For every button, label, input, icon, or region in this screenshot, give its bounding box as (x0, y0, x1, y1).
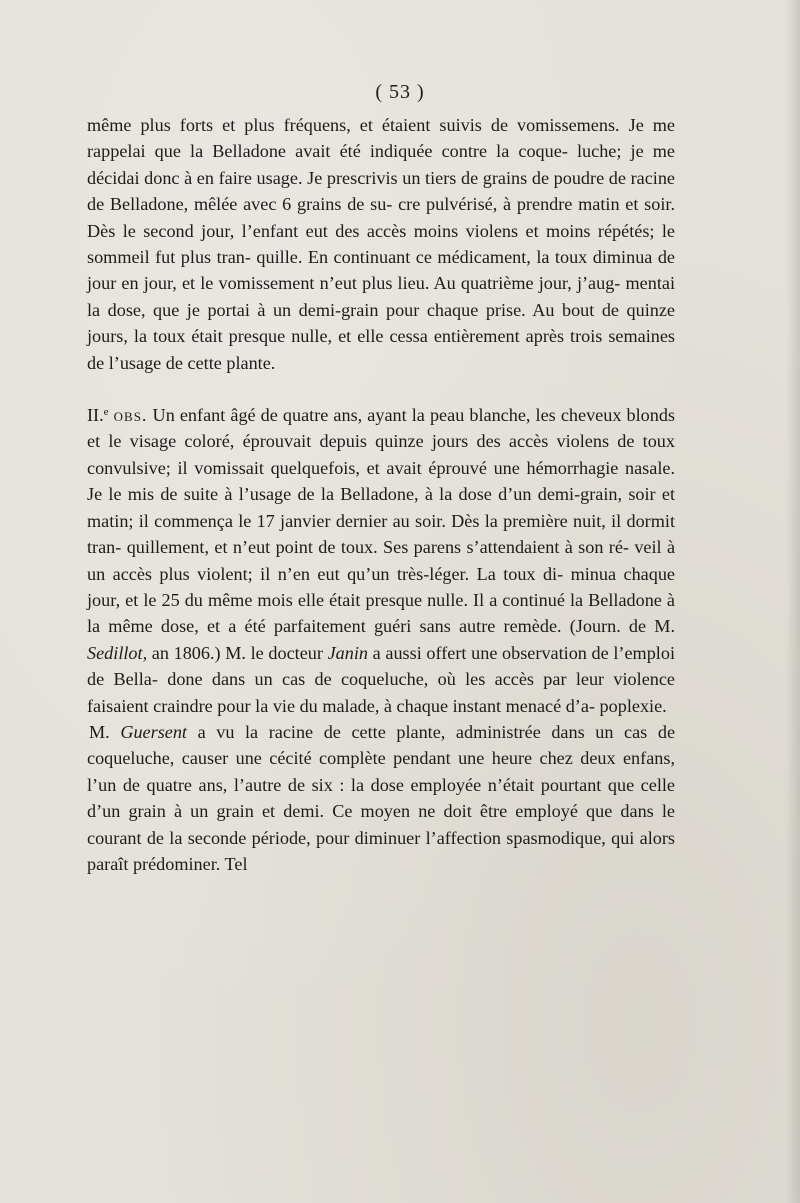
text-fragment: M. (89, 721, 121, 742)
text-line: ne doit être employé que dans le courant de la seconde période, pour (87, 801, 675, 848)
text-line: grains de poudre de racine de Belladone, mêlée avec 6 grains de su- (87, 167, 675, 215)
text-line: la Belladone, à la dose d’un demi-grain, soir et matin; il commença (87, 484, 675, 531)
text-line: avait éprouvé une hémorrhagie nasale. Je le mis de suite à l’usage de (87, 457, 676, 505)
text-fragment: a vu la racine de cette plante, administrée dans un cas (187, 721, 648, 742)
text-line (89, 722, 647, 742)
text-line: Un enfant âgé de quatre ans, ayant la peau blanche, les (147, 405, 556, 426)
text-fragment: an 1806.) M. le (147, 642, 264, 663)
text-fragment: a aussi offert une observation de l’emploi de Bella- (87, 642, 675, 690)
text-line: n’était pourtant que celle d’un grain à un grain et demi. Ce moyen (87, 774, 676, 822)
text-line: Au bout de quinze jours, la toux était presque nulle, et elle cessa (87, 299, 675, 347)
text-line: mentai la dose, que je portai à un demi-grain pour chaque prise. (87, 273, 676, 320)
author-name-sedillot: Sedillot, (87, 642, 148, 663)
text-line: cre pulvérisé, à prendre matin et soir. Dès le second jour, l’enfant eut (87, 194, 675, 241)
text-line: quillement, et n’eut point de toux. Ses parens s’attendaient à son ré- (126, 537, 629, 558)
observation-number: II. (87, 405, 104, 426)
text-line: quille. En continuant ce médicament, la toux diminua de jour en (87, 247, 675, 294)
text-line: poplexie. (599, 695, 667, 716)
text-line: entièrement après trois semaines de l’usage de cette plante. (87, 326, 676, 373)
paragraph-1 (87, 112, 675, 376)
text-line: diminuer l’affection spasmodique, qui alors paraît prédominer. Tel (87, 827, 676, 874)
observation-label: obs. (113, 405, 148, 426)
page-edge-shadow (786, 0, 800, 1203)
text-line: même plus forts et plus fréquens, et étaient suivis de vomissemens. (87, 115, 620, 135)
author-name-janin: Janin (327, 642, 369, 663)
text-line: de coqueluche, causer une cécité complète pendant une heure chez (87, 721, 676, 769)
text-line: faisaient craindre pour la vie du malade, à chaque instant menacé d’a- (87, 695, 595, 716)
text-line: des accès violens de toux convulsive; il vomissait quelquefois, et (87, 431, 675, 478)
author-name-guersent: Guersent (120, 721, 187, 742)
paragraph-3 (87, 719, 675, 877)
text-line: cheveux blonds et le visage coloré, éprouvait depuis quinze jours (87, 405, 675, 452)
text-line: luche; je me décidai donc à en faire usage. Je prescrivis un tiers de (87, 141, 675, 188)
page-number: ( 53 ) (375, 81, 425, 103)
text-line: des accès moins violens et moins répétés; le sommeil fut plus tran- (87, 220, 676, 268)
body-text (87, 112, 675, 877)
paragraph-2-observation (87, 402, 675, 719)
text-line: minua chaque jour, et le 25 du même mois elle était presque nulle. (87, 563, 675, 610)
observation-marker (87, 405, 147, 425)
text-line: veil à un accès plus violent; il n’en eut qu’un très-léger. La toux di- (87, 537, 676, 584)
text-fragment: guéri sans autre remède. (Journ. de M. (373, 616, 675, 637)
text-line: jour, et le vomissement n’eut plus lieu. Au quatrième jour, j’aug- (143, 273, 621, 294)
text-line: Il a continué la Belladone à la même dose, et a été parfaitement (87, 589, 675, 637)
text-line: Je me rappelai que la Belladone avait été indiquée contre la coque- (87, 115, 676, 162)
text-line: done dans un cas de coqueluche, où les accès par leur violence (167, 669, 675, 690)
text-fragment: docteur (268, 642, 328, 663)
text-line: deux enfans, l’un de quatre ans, l’autre de six : la dose employée (87, 748, 675, 795)
text-line: le 17 janvier dernier au soir. Dès la première nuit, il dormit tran- (87, 510, 675, 558)
observation-sup: e (103, 406, 109, 419)
